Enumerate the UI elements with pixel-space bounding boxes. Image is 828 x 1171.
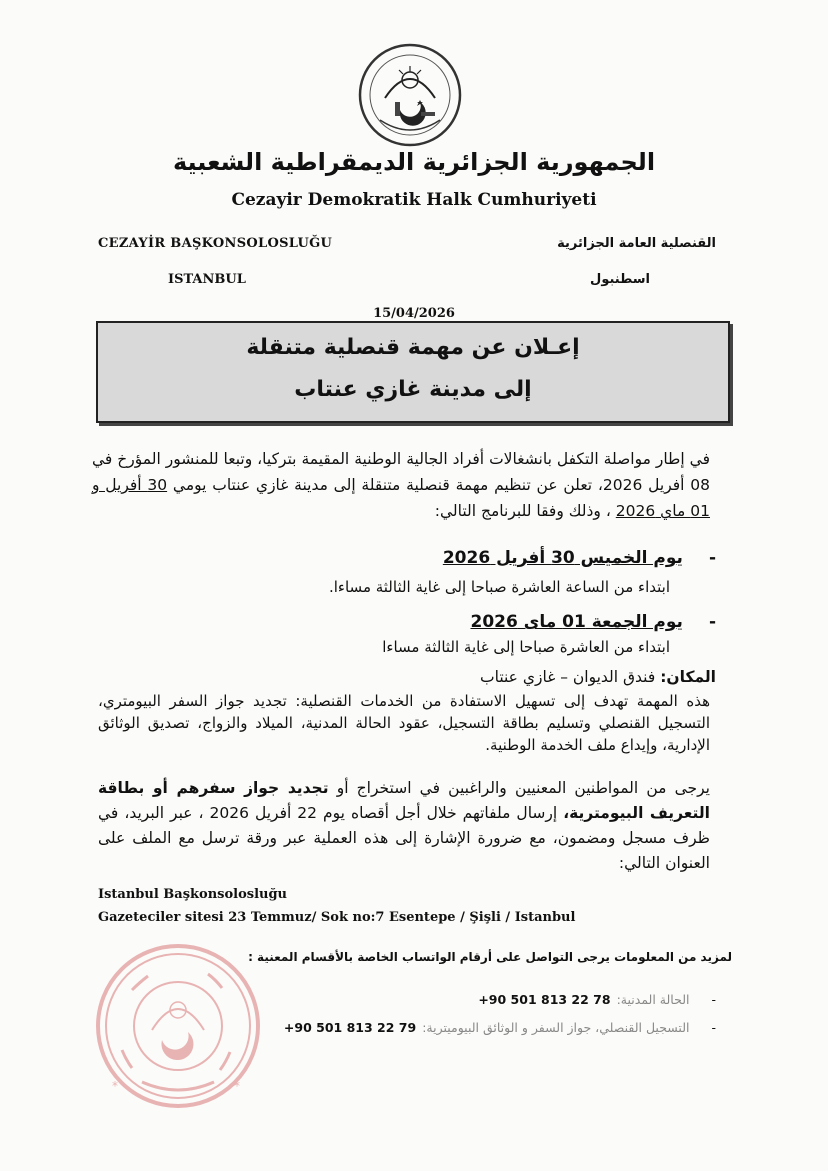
contact-civil-status-label: الحالة المدنية:	[616, 992, 690, 1007]
mission-paragraph: هذه المهمة تهدف إلى تسهيل الاستفادة من الخدمات القنصلية: تجديد جواز السفر البيومتري، التسجيل القنصلي وتسليم بطاقة التسجيل، عقود الحالة المدنية، الميلاد والزواج، تصديق الوثائق الإدارية، وإيداع ملف الخدمة الوطنية.	[98, 692, 710, 754]
venue-value: فندق الديوان – غازي عنتاب	[480, 668, 656, 686]
city-name-turkish: ISTANBUL	[168, 272, 246, 287]
intro-paragraph	[92, 446, 710, 524]
document-date: 15/04/2026	[373, 306, 455, 321]
svg-text:*: *	[112, 1079, 118, 1093]
schedule-day-1-hours: ابتداء من الساعة العاشرة صباحا إلى غاية الثالثة مساءا.	[329, 578, 670, 596]
country-title-turkish: Cezayir Demokratik Halk Cumhuriyeti	[231, 190, 597, 210]
announcement-title-line2: إلى مدينة غازي عنتاب	[294, 377, 532, 402]
contact-registration: -التسجيل القنصلي، جواز السفر و الوثائق البيوميترية:+90 501 813 22 79	[283, 1020, 716, 1035]
request-bold: تجديد جواز سفرهم أو بطاقة التعريف البيومترية،	[98, 779, 710, 822]
schedule-day-2-hours: ابتداء من العاشرة صباحا إلى غاية الثالثة مساءا	[382, 638, 670, 656]
intro-text: في إطار مواصلة التكفل بانشغالات أفراد الجالية الوطنية المقيمة بتركيا، وتبعا للمنشور المؤرخ في 08 أفريل 2026، تعلن عن تنظيم مهمة قنصلية متنقلة إلى مدينة غازي عنتاب يومي	[92, 450, 710, 494]
consulate-name-turkish: CEZAYİR BAŞKONSOLOSLUĞU	[98, 236, 333, 251]
contact-civil-status: -الحالة المدنية:+90 501 813 22 78	[478, 992, 716, 1007]
contact-civil-status-number: +90 501 813 22 78	[478, 992, 611, 1007]
venue-label: المكان:	[660, 668, 716, 686]
announcement-title-box	[96, 321, 730, 423]
contact-registration-number: +90 501 813 22 79	[283, 1020, 417, 1035]
city-name-arabic: اسطنبول	[590, 272, 650, 287]
consulate-name-arabic: القنصلية العامة الجزائرية	[557, 236, 716, 251]
schedule-day-1-label: يوم الخميس 30 أفريل 2026	[442, 548, 683, 568]
country-title-arabic: الجمهورية الجزائرية الديمقراطية الشعبية	[172, 148, 656, 176]
contact-info-heading: لمزيد من المعلومات يرجى التواصل على أرقام الواتساب الخاصة بالأقسام المعنية :	[248, 950, 732, 964]
request-part2: إرسال ملفاتهم خلال أجل أقصاه يوم 22 أفريل 2026 ، عبر البريد، في ظرف مسجل ومضمون، مع ضرورة الإشارة إلى هذه العملية عبر ورقة ترسل مع الملف على العنوان التالي:	[98, 804, 710, 872]
svg-text:*: *	[234, 1079, 240, 1093]
schedule-day-2: -يوم الجمعة 01 ماى 2026	[470, 612, 716, 632]
intro-tail: ، وذلك وفقا للبرنامج التالي:	[434, 502, 611, 520]
venue-line	[480, 668, 716, 686]
announcement-title-line1: إعـلان عن مهمة قنصلية متنقلة	[246, 335, 580, 360]
schedule-day-2-label: يوم الجمعة 01 ماى 2026	[470, 612, 683, 632]
request-part1: يرجى من المواطنين المعنيين والراغبين في استخراج أو	[336, 779, 710, 797]
contact-registration-label: التسجيل القنصلي، جواز السفر و الوثائق البيوميترية:	[422, 1020, 690, 1035]
consulate-stamp-icon	[92, 940, 264, 1112]
address-line-2: Gazeteciler sitesi 23 Temmuz/ Sok no:7 Esentepe / Şişli / Istanbul	[98, 910, 576, 925]
schedule-day-1: -يوم الخميس 30 أفريل 2026	[442, 548, 716, 568]
address-line-1: Istanbul Başkonsolosluğu	[98, 887, 287, 902]
request-paragraph	[98, 776, 710, 876]
intro-dates: 30 أفريل و 01 ماي 2026	[92, 476, 710, 520]
national-emblem-icon	[355, 40, 465, 150]
